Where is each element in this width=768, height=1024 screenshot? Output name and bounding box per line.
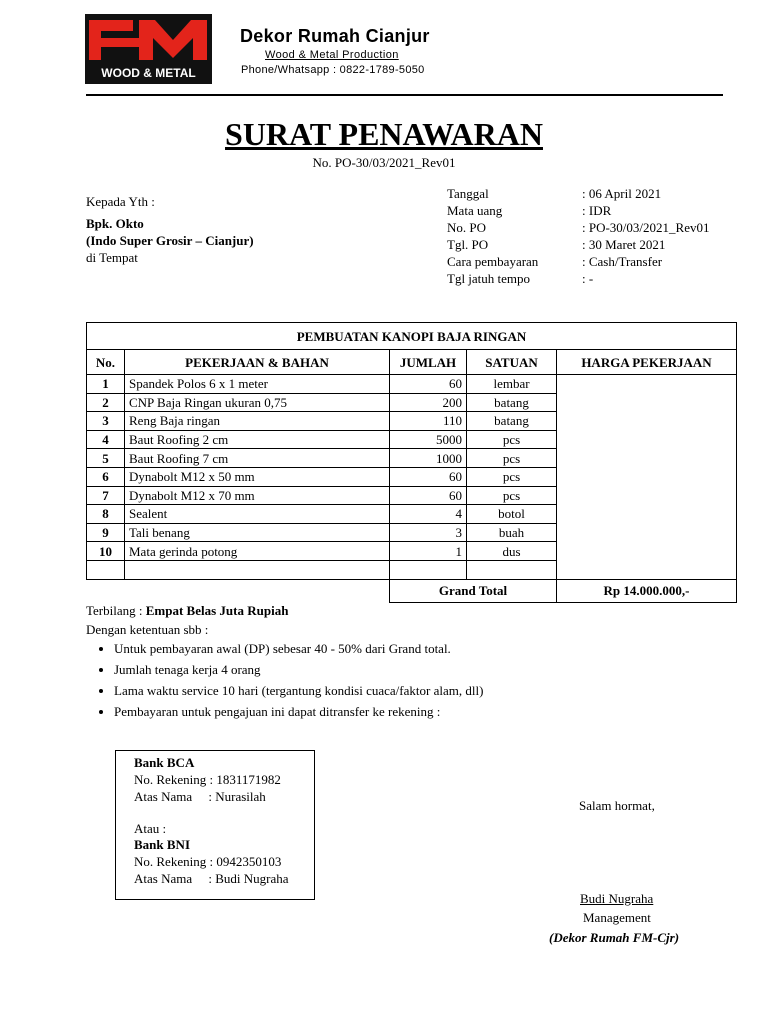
bank-or-label: Atau :	[134, 821, 167, 836]
table-caption: PEMBUATAN KANOPI BAJA RINGAN	[87, 323, 737, 350]
term-item: • Untuk pembayaran awal (DP) sebesar 40 - 50% dari Grand total.	[114, 641, 483, 657]
recipient-company: (Indo Super Grosir – Cianjur)	[86, 233, 254, 248]
row-unit: batang	[467, 412, 557, 431]
row-unit: buah	[467, 523, 557, 542]
row-qty: 60	[390, 467, 467, 486]
bank-account-box	[115, 750, 315, 900]
signer-organization: (Dekor Rumah FM-Cjr)	[549, 930, 680, 945]
row-work: Tali benang	[125, 523, 390, 542]
row-unit: pcs	[467, 430, 557, 449]
grand-total-spacer	[87, 579, 390, 602]
column-header-price: HARGA PEKERJAAN	[557, 350, 737, 375]
column-header-qty: JUMLAH	[390, 350, 467, 375]
amount-in-words-value: Empat Belas Juta Rupiah	[145, 603, 289, 618]
row-work: Mata gerinda potong	[125, 542, 390, 561]
info-label: No. PO	[447, 220, 487, 235]
row-qty: 1000	[390, 449, 467, 468]
row-qty: 60	[390, 375, 467, 394]
term-item: • Lama waktu service 10 hari (tergantung kondisi cuaca/faktor alam, dll)	[114, 683, 483, 699]
row-work-empty	[125, 560, 390, 579]
row-qty: 5000	[390, 430, 467, 449]
row-qty: 110	[390, 412, 467, 431]
row-work: Reng Baja ringan	[125, 412, 390, 431]
row-no: 4	[87, 430, 125, 449]
row-work: Spandek Polos 6 x 1 meter	[125, 375, 390, 394]
row-unit: pcs	[467, 467, 557, 486]
quotation-table	[86, 322, 737, 603]
row-work: Sealent	[125, 505, 390, 524]
row-no: 3	[87, 412, 125, 431]
row-work: Baut Roofing 2 cm	[125, 430, 390, 449]
logo-caption: WOOD & METAL	[101, 66, 196, 80]
document-title: SURAT PENAWARAN	[225, 116, 543, 152]
info-label: Tgl. PO	[447, 237, 489, 252]
row-work: Dynabolt M12 x 50 mm	[125, 467, 390, 486]
row-unit: batang	[467, 393, 557, 412]
info-value: : PO-30/03/2021_Rev01	[582, 220, 710, 235]
grand-total-value: Rp 14.000.000,-	[557, 579, 737, 602]
row-unit: lembar	[467, 375, 557, 394]
row-qty-empty	[390, 560, 467, 579]
info-label: Cara pembayaran	[447, 254, 539, 269]
amount-in-words	[86, 603, 288, 619]
row-unit-empty	[467, 560, 557, 579]
terms-intro: Dengan ketentuan sbb :	[86, 622, 209, 637]
column-header-unit: SATUAN	[467, 350, 557, 375]
grand-total-row	[87, 579, 737, 602]
row-qty: 60	[390, 486, 467, 505]
info-value: : 30 Maret 2021	[582, 237, 666, 252]
term-item: • Pembayaran untuk pengajuan ini dapat ditransfer ke rekening :	[114, 704, 483, 720]
company-phone: Phone/Whatsapp : 0822-1789-5050	[241, 64, 425, 76]
row-qty: 3	[390, 523, 467, 542]
terms-list	[86, 641, 483, 725]
table-row	[87, 375, 737, 394]
info-label: Tanggal	[447, 186, 489, 201]
row-no: 5	[87, 449, 125, 468]
recipient-name: Bpk. Okto	[86, 216, 144, 231]
info-label: Mata uang	[447, 203, 503, 218]
signer-role: Management	[583, 910, 651, 925]
column-header-work: PEKERJAAN & BAHAN	[125, 350, 390, 375]
term-item: • Jumlah tenaga kerja 4 orang	[114, 662, 483, 678]
signer-name: Budi Nugraha	[580, 891, 654, 906]
row-qty: 200	[390, 393, 467, 412]
row-qty: 1	[390, 542, 467, 561]
amount-in-words-label: Terbilang :	[86, 603, 146, 618]
info-value: : IDR	[582, 203, 612, 218]
column-header-no: No.	[87, 350, 125, 375]
bank1-name: Bank BCA	[134, 755, 195, 770]
row-work: Baut Roofing 7 cm	[125, 449, 390, 468]
row-work: CNP Baja Ringan ukuran 0,75	[125, 393, 390, 412]
company-name: Dekor Rumah Cianjur	[240, 26, 430, 46]
grand-total-label: Grand Total	[390, 579, 557, 602]
info-value: : -	[582, 271, 594, 286]
closing-salutation: Salam hormat,	[579, 798, 655, 813]
row-no: 10	[87, 542, 125, 561]
bank1-account: No. Rekening : 1831171982	[134, 772, 281, 787]
row-work: Dynabolt M12 x 70 mm	[125, 486, 390, 505]
row-no: 2	[87, 393, 125, 412]
recipient-place: di Tempat	[86, 250, 138, 265]
info-value: : Cash/Transfer	[582, 254, 663, 269]
row-unit: pcs	[467, 449, 557, 468]
row-no: 1	[87, 375, 125, 394]
row-unit: pcs	[467, 486, 557, 505]
row-unit: botol	[467, 505, 557, 524]
document-number: No. PO-30/03/2021_Rev01	[312, 155, 456, 170]
company-logo	[85, 14, 212, 84]
row-no: 9	[87, 523, 125, 542]
bank2-holder: Atas Nama : Budi Nugraha	[134, 871, 289, 886]
info-value: : 06 April 2021	[582, 186, 662, 201]
row-no: 6	[87, 467, 125, 486]
header-divider	[86, 94, 723, 96]
company-tagline: Wood & Metal Production	[265, 49, 399, 61]
price-cell	[557, 375, 737, 580]
table-header-row	[87, 350, 737, 375]
bank2-name: Bank BNI	[134, 837, 190, 852]
bank2-account: No. Rekening : 0942350103	[134, 854, 282, 869]
table-caption-row	[87, 323, 737, 350]
recipient-greeting: Kepada Yth :	[86, 194, 155, 209]
info-label: Tgl jatuh tempo	[447, 271, 531, 286]
bank1-holder: Atas Nama : Nurasilah	[134, 789, 266, 804]
row-no: 7	[87, 486, 125, 505]
row-unit: dus	[467, 542, 557, 561]
row-no: 8	[87, 505, 125, 524]
row-qty: 4	[390, 505, 467, 524]
row-no-empty	[87, 560, 125, 579]
